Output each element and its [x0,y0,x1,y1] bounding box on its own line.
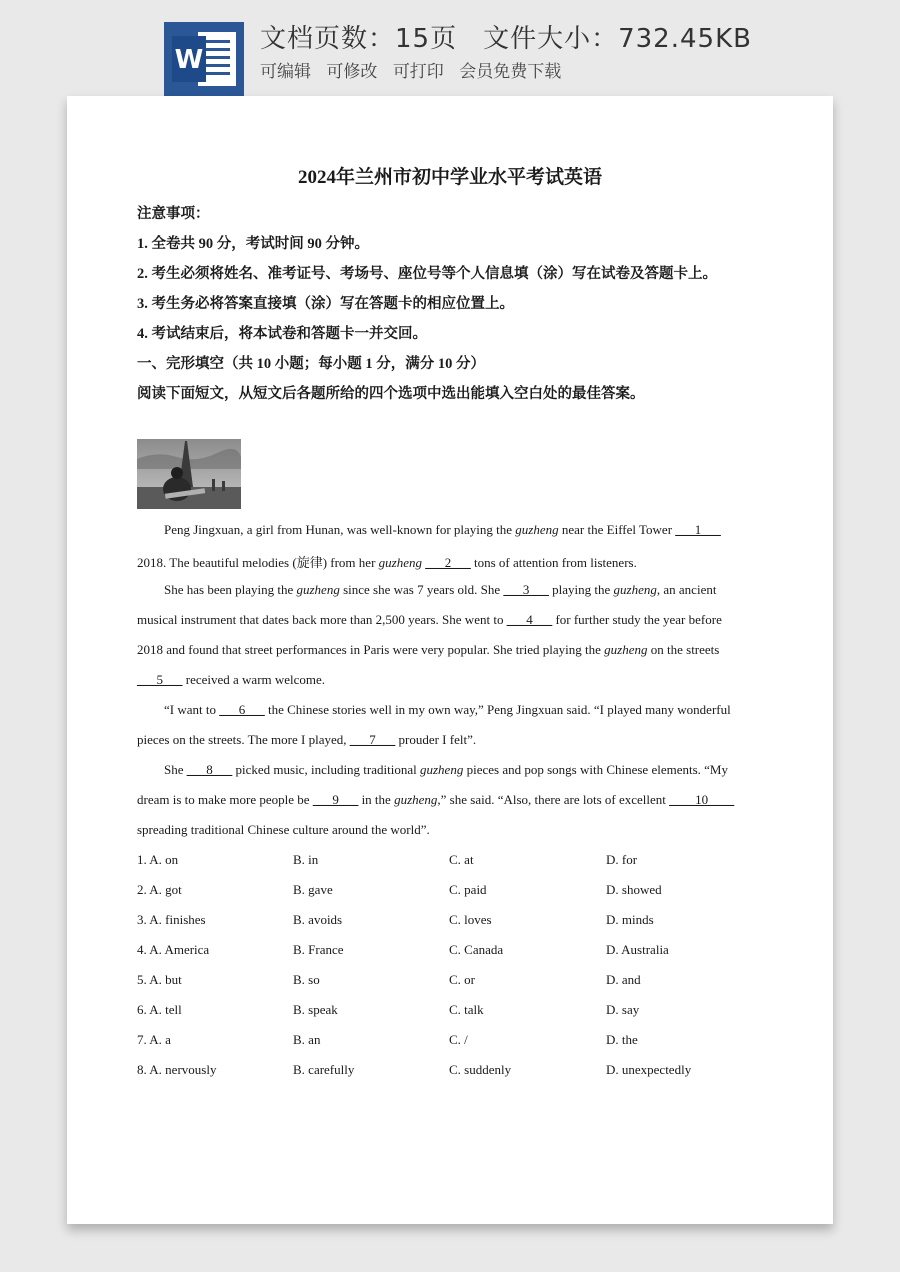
option-b: B. so [293,972,320,987]
option-c: C. or [449,972,475,987]
notice-item: 2. 考生必须将姓名、准考证号、考场号、座位号等个人信息填（涂）写在试卷及答题卡上。 [137,266,717,282]
blank-9: ___9___ [312,792,359,807]
option-b: B. avoids [293,912,343,927]
blank-1: ___1___ [675,522,721,537]
feature-printable: 可打印 [392,62,444,82]
option-d: D. for [606,852,638,867]
passage-line: She ___8___ picked music, including traditional guzheng pieces and pop songs with Chinese elements. “My [164,762,728,777]
option-d: D. minds [606,912,654,927]
notice-item: 3. 考生务必将答案直接填（涂）写在答题卡的相应位置上。 [137,296,514,312]
option-c: C. / [449,1032,468,1047]
option-c: C. Canada [449,942,504,957]
passage-line: 2018. The beautiful melodies (旋律) from her guzheng ___2___ tons of attention from listeners. [137,555,637,570]
option-row [137,1062,757,1082]
notice-item: 4. 考试结束后，将本试卷和答题卡一并交回。 [137,326,427,342]
option-b: B. France [293,942,344,957]
option-d: D. and [606,972,641,987]
notice-item: 1. 全卷共 90 分，考试时间 90 分钟。 [137,236,369,252]
notice-heading: 注意事项： [137,206,210,222]
option-b: B. carefully [293,1062,355,1077]
option-a: 4. A. America [137,942,210,957]
document-stats [260,18,752,55]
passage-line: dream is to make more people be ___9___ in the guzheng,” she said. “Also, there are lots of excellent ____10____ [137,792,735,807]
option-c: C. paid [449,882,487,897]
option-b: B. in [293,852,319,867]
option-a: 5. A. but [137,972,182,987]
option-row [137,972,757,992]
blank-5: ___5___ [137,672,183,687]
option-d: D. unexpectedly [606,1062,692,1077]
page-title: 2024年兰州市初中学业水平考试英语 [297,167,602,188]
option-row [137,1032,757,1052]
option-c: C. suddenly [449,1062,512,1077]
option-a: 7. A. a [137,1032,171,1047]
option-a: 2. A. got [137,882,182,897]
option-a: 8. A. nervously [137,1062,217,1077]
option-a: 6. A. tell [137,1002,182,1017]
option-a: 1. A. on [137,852,179,867]
passage-line: ___5___ received a warm welcome. [137,672,326,687]
option-d: D. the [606,1032,638,1047]
option-c: C. talk [449,1002,484,1017]
word-doc-icon [164,22,244,96]
option-c: C. loves [449,912,492,927]
option-d: D. say [606,1002,640,1017]
passage-line: She has been playing the guzheng since she was 7 years old. She ___3___ playing the guzheng, an ancient [164,582,717,597]
performer-photo [137,439,241,509]
option-b: B. an [293,1032,321,1047]
instruction: 阅读下面短文，从短文后各题所给的四个选项中选出能填入空白处的最佳答案。 [137,386,645,402]
option-row [137,852,757,872]
blank-10: ____10____ [669,792,735,807]
option-b: B. gave [293,882,333,897]
file-size: 文件大小：732.45KB [483,24,752,54]
option-c: C. at [449,852,474,867]
blank-8: ___8___ [186,762,233,777]
document-info-banner [0,0,900,100]
feature-free-download: 会员免费下载 [459,62,562,82]
option-row [137,912,757,932]
passage-line: Peng Jingxuan, a girl from Hunan, was well-known for playing the guzheng near the Eiffel Tower ___1___ [164,522,721,537]
feature-list [260,57,571,82]
option-d: D. Australia [606,942,669,957]
option-d: D. showed [606,882,662,897]
passage-line: musical instrument that dates back more than 2,500 years. She went to ___4___ for further study the year before [137,612,722,627]
option-b: B. speak [293,1002,338,1017]
svg-text:W: W [174,45,204,75]
section-heading: 一、完形填空（共 10 小题；每小题 1 分，满分 10 分） [137,356,485,372]
page-count: 文档页数：15页 [260,24,458,54]
option-row [137,942,757,962]
blank-6: ___6___ [219,702,265,717]
blank-2: ___2___ [425,555,471,570]
option-a: 3. A. finishes [137,912,206,927]
option-row [137,882,757,902]
passage-line: spreading traditional Chinese culture around the world”. [137,822,430,837]
document-page [67,96,833,1224]
passage-line: 2018 and found that street performances in Paris were very popular. She tried playing the guzheng on the streets [137,642,720,657]
feature-modifiable: 可修改 [326,62,378,82]
passage-line: “I want to ___6___ the Chinese stories well in my own way,” Peng Jingxuan said. “I played many wonderful [164,702,731,717]
blank-7: ___7___ [349,732,396,747]
blank-3: ___3___ [503,582,549,597]
option-row [137,1002,757,1022]
passage-line: pieces on the streets. The more I played, ___7___ prouder I felt”. [137,732,477,747]
feature-editable: 可编辑 [260,62,311,82]
blank-4: ___4___ [506,612,553,627]
